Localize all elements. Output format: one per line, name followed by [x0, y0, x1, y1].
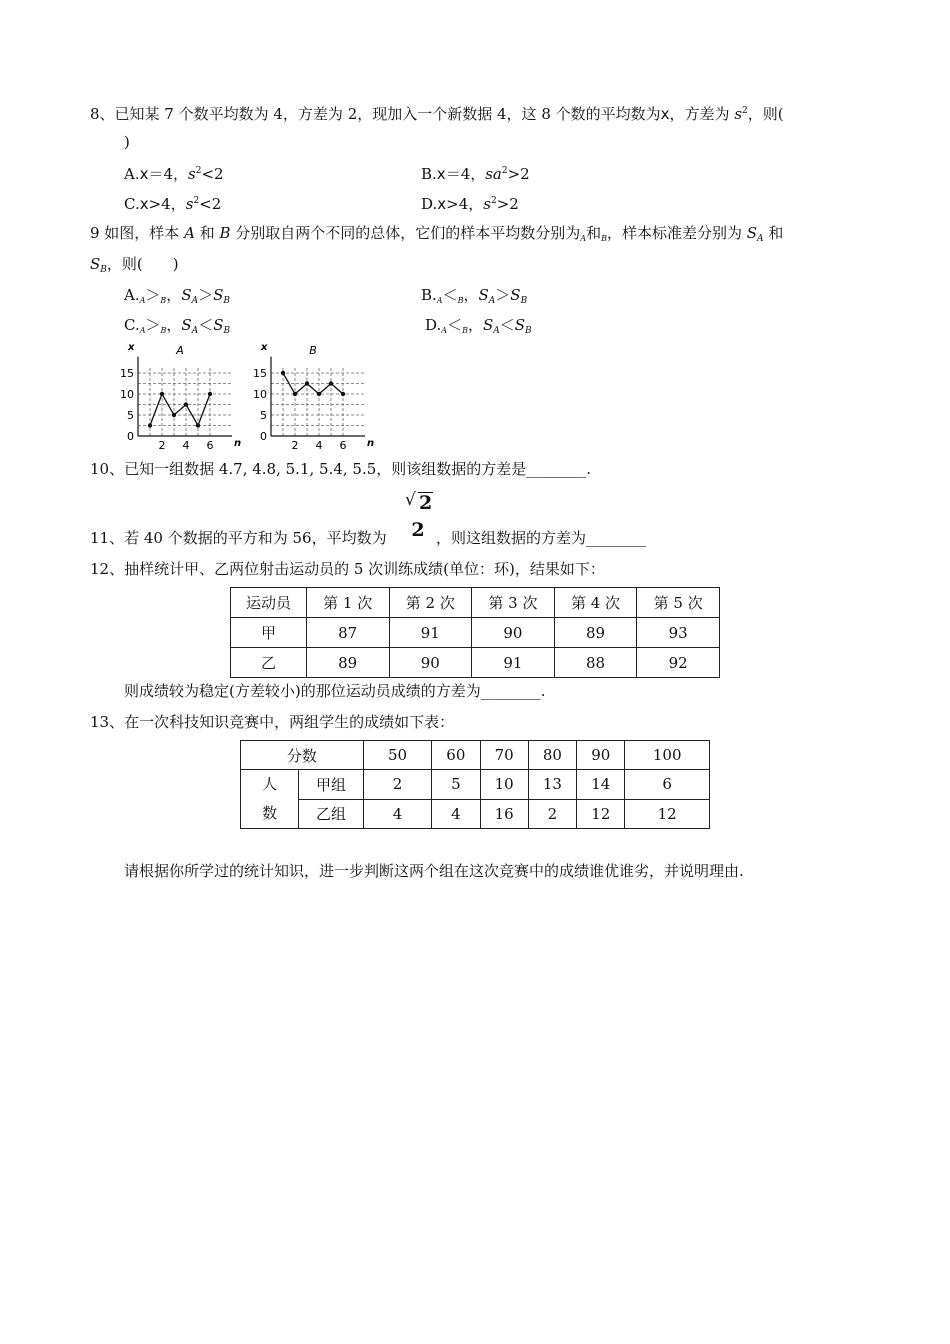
radical-sign: √: [405, 490, 416, 510]
y-tick-label: 10: [120, 388, 134, 401]
q8-option-b[interactable]: B.x＝4，$sa^2>2$: [421, 165, 530, 183]
x-tick-label: 4: [182, 439, 190, 452]
q9-option-b[interactable]: $B._A<_B$，$S_A>S_B$: [421, 286, 528, 306]
q13-text: 13、在一次科技知识竞赛中，两组学生的成绩如下表：: [90, 713, 455, 731]
q8-close-paren: ): [124, 133, 130, 151]
data-point: [305, 381, 309, 385]
series-line: [150, 394, 210, 426]
data-point: [317, 392, 321, 396]
table-header-cell: 第 2 次: [389, 588, 472, 618]
y-tick-label: 5: [260, 409, 267, 422]
fraction-denominator: 2: [411, 519, 425, 541]
q8-option-a[interactable]: A.x＝4，$s^2<2$: [124, 165, 224, 183]
chart-title: B: [309, 344, 317, 357]
table-header-cell: 第 3 次: [472, 588, 555, 618]
table-row: 乙组 4 4 16 2 12 12: [241, 799, 710, 829]
data-point: [341, 392, 345, 396]
data-point: [184, 402, 188, 406]
chart-b: [245, 340, 375, 452]
q8-option-d[interactable]: D.x>4，$s^2>2$: [421, 195, 519, 213]
x-tick-label: 2: [158, 439, 166, 452]
fraction-numerator: 2: [419, 492, 433, 514]
q10-text: 10、已知一组数据 4.7, 4.8, 5.1, 5.4, 5.5，则该组数据的方差是________.: [90, 460, 592, 478]
table-row: 人 数 甲组 2 5 10 13 14 6: [241, 770, 710, 800]
q11-text-a: 11、若 40 个数据的平方和为 56，平均数为: [90, 529, 387, 547]
y-axis-label: x: [128, 342, 135, 353]
q13-table: 分数 50 60 70 80 90 100 人 数 甲组 2 5 10 13 14 6 乙组 4 4 16 2 12 12: [240, 740, 710, 829]
table-header-cell: 第 4 次: [554, 588, 637, 618]
y-tick-label: 10: [253, 388, 267, 401]
chart-a: [112, 340, 242, 452]
q9-option-c[interactable]: $C._A>_B$，$S_A<S_B$: [124, 316, 231, 336]
table-header-cell: 运动员: [231, 588, 307, 618]
q8-option-c[interactable]: C.x>4，$s^2<2$: [124, 195, 222, 213]
y-tick-label: 0: [127, 430, 134, 443]
x-axis-label: n: [234, 438, 242, 449]
data-point: [196, 423, 200, 427]
chart-title: A: [176, 344, 184, 357]
data-point: [160, 392, 164, 396]
data-point: [172, 413, 176, 417]
y-tick-label: 5: [127, 409, 134, 422]
data-point: [293, 392, 297, 396]
y-tick-label: 15: [253, 367, 267, 380]
q11-text-b: ，则这组数据的方差为________: [436, 529, 647, 547]
table-row: 甲 87 91 90 89 93: [231, 618, 720, 648]
q11-fraction: [402, 490, 436, 542]
q12-after: 则成绩较为稳定(方差较小)的那位运动员成绩的方差为________.: [124, 682, 546, 700]
table-header-cell: 第 1 次: [306, 588, 389, 618]
q9-stem: 9 如图，样本 A 和 B 分别取自两个不同的总体，它们的样本平均数分别为$_A$和$_B$，样本标准差分别为 $S_A$ 和: [90, 224, 784, 244]
x-tick-label: 6: [206, 439, 214, 452]
table-row: 乙 89 90 91 88 92: [231, 648, 720, 678]
q13-after: 请根据你所学过的统计知识，进一步判断这两个组在这次竞赛中的成绩谁优谁劣，并说明理由.: [124, 862, 744, 880]
x-bar-symbol: x: [660, 105, 670, 123]
y-tick-label: 0: [260, 430, 267, 443]
data-point: [148, 423, 152, 427]
x-tick-label: 6: [339, 439, 347, 452]
data-point: [208, 392, 212, 396]
x-tick-label: 4: [315, 439, 323, 452]
y-axis-label: x: [261, 342, 268, 353]
q9-option-a[interactable]: $A._A>_B$，$S_A>S_B$: [124, 286, 231, 306]
q8-stem: 8、已知某 7 个数平均数为 4，方差为 2，现加入一个新数据 4，这 8 个数的平均数为x，方差为 $s^2$，则(: [90, 105, 784, 123]
data-point: [281, 371, 285, 375]
q12-table: [230, 587, 720, 678]
score-label: 分数: [241, 741, 364, 770]
people-label: 人 数: [241, 770, 299, 829]
q9-option-d[interactable]: $D._A<_B$，$S_A<S_B$: [425, 316, 532, 336]
x-axis-label: n: [367, 438, 375, 449]
y-tick-label: 15: [120, 367, 134, 380]
table-header-cell: 第 5 次: [637, 588, 720, 618]
q9-stem-cont: $S_B$，则( ): [90, 255, 179, 275]
x-tick-label: 2: [291, 439, 299, 452]
data-point: [329, 381, 333, 385]
q12-text: 12、抽样统计甲、乙两位射击运动员的 5 次训练成绩(单位：环)，结果如下：: [90, 560, 605, 578]
